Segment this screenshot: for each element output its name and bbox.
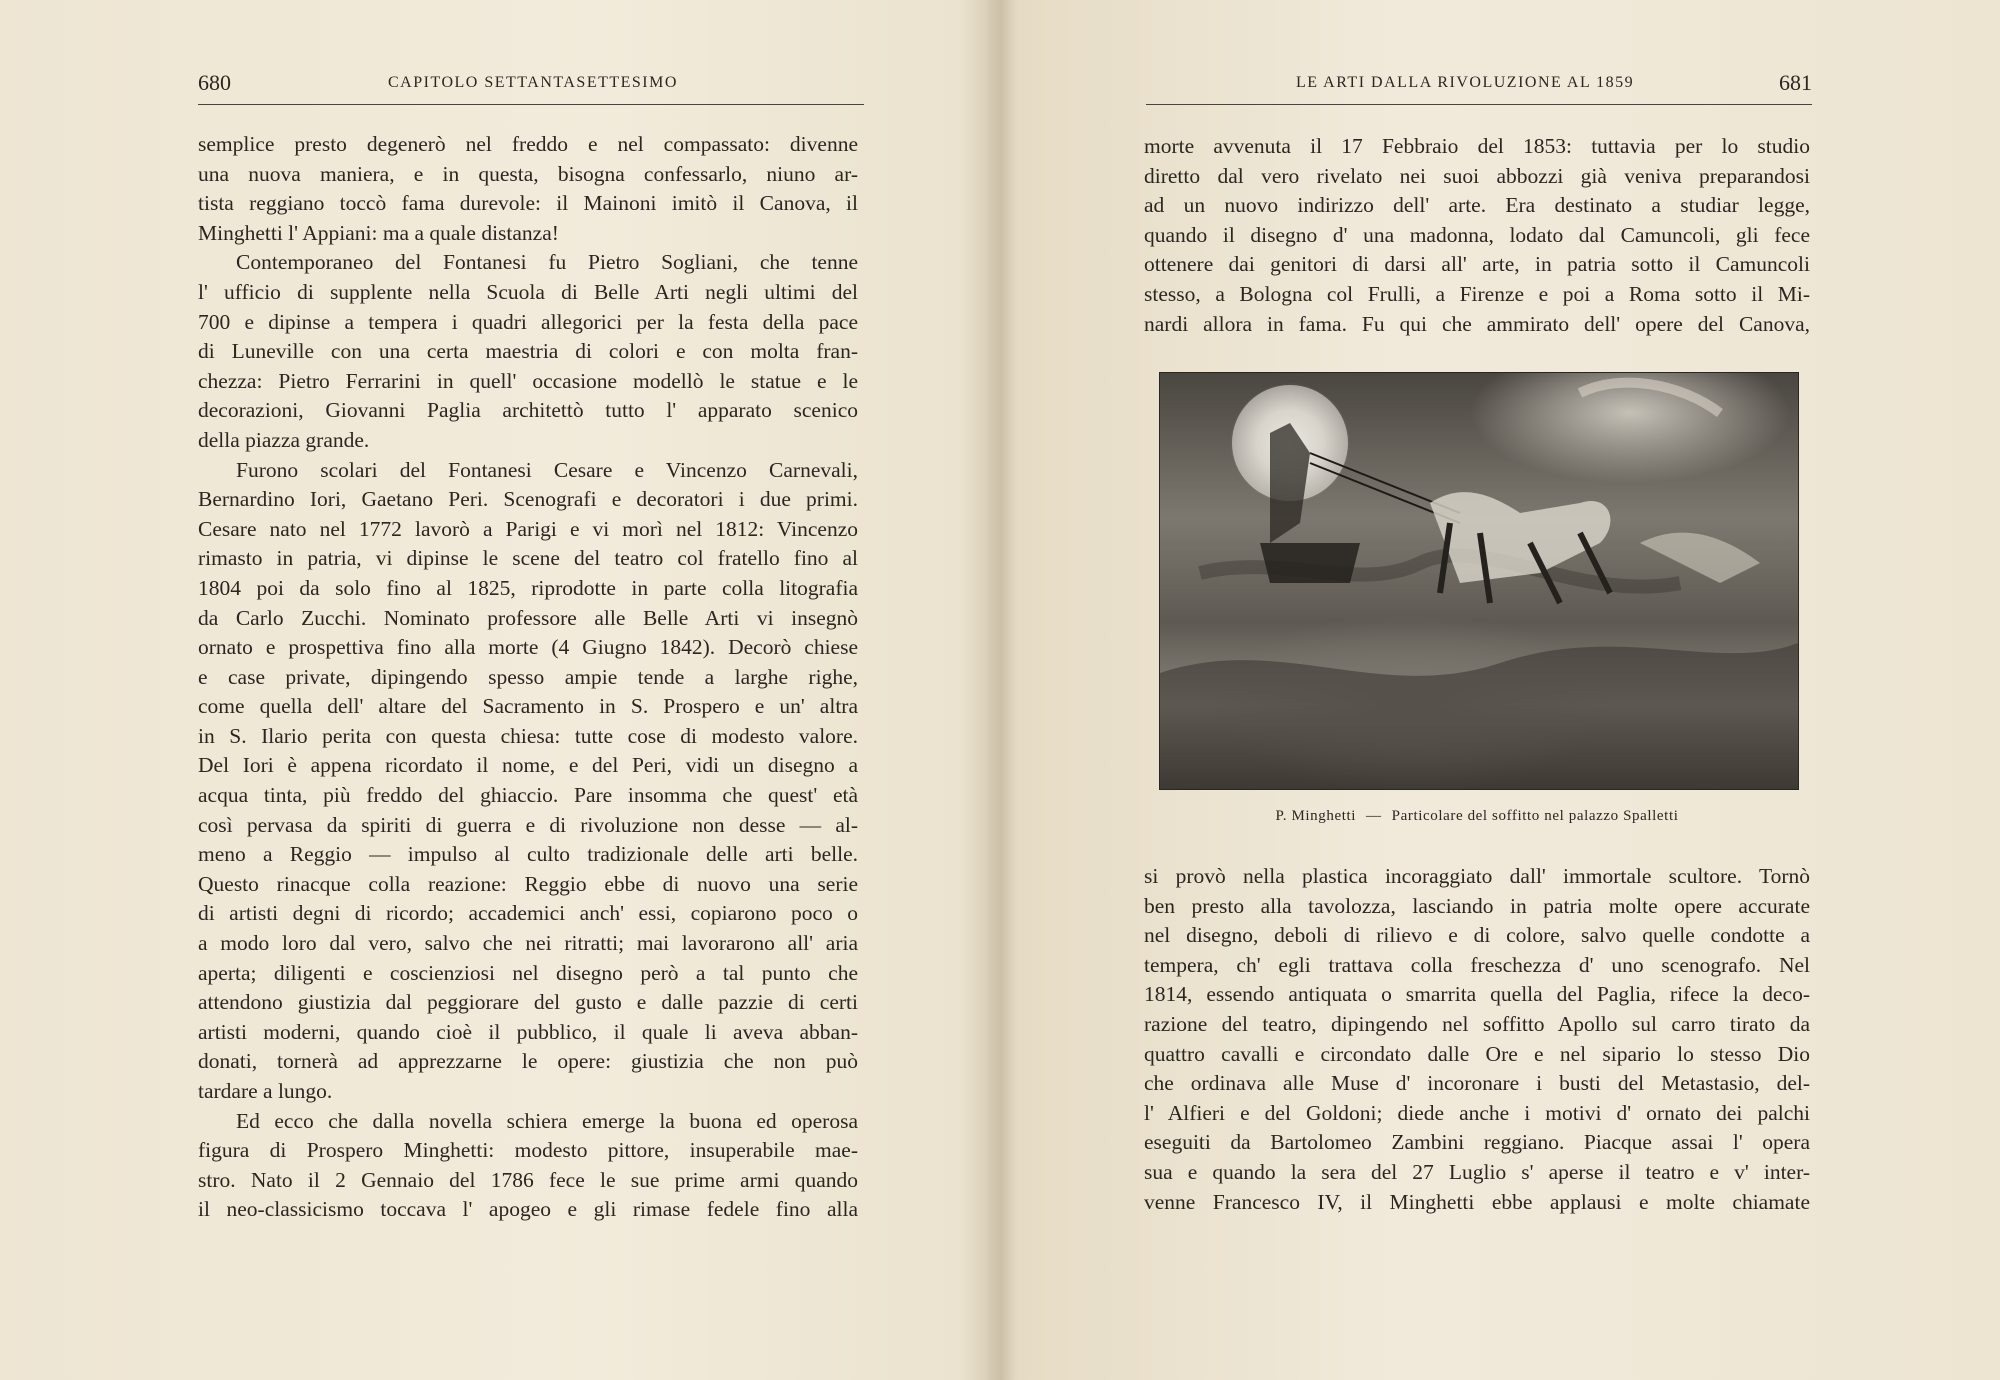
- text-line: diretto dal vero rivelato nei suoi abbozzi già veniva preparandosi: [1144, 163, 1810, 188]
- text-line: Cesare nato nel 1772 lavorò a Parigi e vi morì nel 1812: Vincenzo: [198, 516, 858, 541]
- text-line: nardi allora in fama. Fu qui che ammirato dell' opere del Canova,: [1144, 311, 1810, 336]
- page-number: 681: [1779, 70, 1812, 95]
- left-header: [198, 70, 864, 105]
- text-line: donati, tornerà ad apprezzarne le opere: giustizia che non può: [198, 1049, 858, 1074]
- text-line: Questo rinacque colla reazione: Reggio ebbe di nuovo una serie: [198, 871, 858, 896]
- right-body-text-bottom: [1144, 862, 1810, 1217]
- text-line: di artisti degni di ricordo; accademici anch' essi, copiarono poco o: [198, 901, 858, 926]
- text-line: 700 e dipinse a tempera i quadri allegorici per la festa della pace: [198, 309, 858, 334]
- text-line: a modo loro dal vero, salvo che nei ritratti; mai lavorarono all' aria: [198, 931, 858, 956]
- text-line: e case private, dipingendo spesso ampie tende a larghe righe,: [198, 664, 858, 689]
- figure-caption: [1144, 808, 1810, 825]
- text-line: della piazza grande.: [198, 427, 370, 452]
- right-page: [1000, 0, 2000, 1380]
- painting-illustration: [1159, 372, 1799, 790]
- text-line: attendono giustizia dal peggiorare del gusto e dalle pazzie di certi: [198, 990, 858, 1015]
- text-line: Bernardino Iori, Gaetano Peri. Scenografi e decoratori i due primi.: [198, 487, 858, 512]
- text-line: stro. Nato il 2 Gennaio del 1786 fece le sue prime armi quando: [198, 1167, 858, 1192]
- text-line: il neo-classicismo toccava l' apogeo e gli rimase fedele fino alla: [198, 1197, 858, 1222]
- text-line: stesso, a Bologna col Frulli, a Firenze e poi a Roma sotto il Mi-: [1144, 281, 1810, 306]
- text-line: rimasto in patria, vi dipinse le scene del teatro col fratello fino al: [198, 546, 858, 571]
- text-line: quando il disegno d' una madonna, lodato dal Camuncoli, gli fece: [1144, 222, 1810, 247]
- text-line: si provò nella plastica incoraggiato dall' immortale scultore. Tornò: [1144, 864, 1810, 888]
- text-line: di Luneville con una certa maestria di colori e con molta fran-: [198, 339, 858, 364]
- right-body-text-top: [1144, 132, 1810, 339]
- text-line: come quella dell' altare del Sacramento in S. Prospero e un' altra: [198, 694, 858, 719]
- painting-sketch: [1160, 373, 1798, 789]
- text-line: ad un nuovo indirizzo dell' arte. Era destinato a studiar legge,: [1144, 193, 1810, 218]
- text-line: una nuova maniera, e in questa, bisogna confessarlo, niuno ar-: [198, 161, 858, 186]
- text-line: Ed ecco che dalla novella schiera emerge la buona ed operosa: [236, 1108, 858, 1133]
- text-line: nel disegno, deboli di rilievo e di colore, salvo quelle condotte a: [1144, 923, 1810, 948]
- text-line: quattro cavalli e circondato dalle Ore e nel sipario lo stesso Dio: [1144, 1041, 1810, 1066]
- text-line: morte avvenuta il 17 Febbraio del 1853: tuttavia per lo studio: [1144, 134, 1810, 158]
- text-line: l' Alfieri e del Goldoni; diede anche i motivi d' ornato dei palchi: [1144, 1100, 1810, 1125]
- text-line: chezza: Pietro Ferrarini in quell' occasione modellò le statue e le: [198, 368, 858, 393]
- text-line: 1814, essendo antiquata o smarrita quella del Paglia, rifece la deco-: [1144, 982, 1810, 1007]
- text-line: eseguiti da Bartolomeo Zambini reggiano. Piacque assai l' opera: [1144, 1130, 1810, 1155]
- text-line: meno a Reggio — impulso al culto tradizionale delle arti belle.: [198, 842, 858, 867]
- caption-text: Particolare del soffitto nel palazzo Spalletti: [1391, 808, 1679, 824]
- text-line: aperta; diligenti e coscienziosi nel disegno però a tal punto che: [198, 960, 858, 985]
- text-line: venne Francesco IV, il Minghetti ebbe applausi e molte chiamate: [1144, 1189, 1810, 1214]
- text-line: ben presto alla tavolozza, lasciando in patria molte opere accurate: [1144, 893, 1810, 918]
- text-line: acqua tinta, più freddo del ghiaccio. Pare insomma che quest' età: [198, 783, 858, 808]
- running-head: CAPITOLO SETTANTASETTESIMO: [388, 74, 678, 91]
- text-line: artisti moderni, quando cioè il pubblico, il quale li aveva abban-: [198, 1019, 858, 1044]
- text-line: decorazioni, Giovanni Paglia architettò tutto l' apparato scenico: [198, 398, 858, 423]
- text-line: semplice presto degenerò nel freddo e nel compassato: divenne: [198, 132, 858, 156]
- caption-author: P. Minghetti: [1275, 808, 1357, 824]
- text-line: tardare a lungo.: [198, 1079, 333, 1103]
- text-line: ottenere dai genitori di darsi all' arte, in patria sotto il Camuncoli: [1144, 252, 1810, 277]
- left-body-text: [198, 130, 858, 1225]
- text-line: Furono scolari del Fontanesi Cesare e Vincenzo Carnevali,: [236, 457, 858, 482]
- text-line: Del Iori è appena ricordato il nome, e del Peri, vidi un disegno a: [198, 753, 858, 778]
- text-line: tempera, ch' egli trattava colla freschezza d' uno scenografo. Nel: [1144, 952, 1810, 977]
- text-line: tista reggiano toccò fama durevole: il Mainoni imitò il Canova, il: [198, 191, 858, 216]
- text-line: sua e quando la sera del 27 Luglio s' aperse il teatro e v' inter-: [1144, 1159, 1810, 1184]
- text-line: ornato e prospettiva fino alla morte (4 Giugno 1842). Decorò chiese: [198, 635, 858, 660]
- text-line: in S. Ilario perita con questa chiesa: tutte cose di modesto valore.: [198, 723, 858, 748]
- text-line: da Carlo Zucchi. Nominato professore alle Belle Arti vi insegnò: [198, 605, 858, 630]
- running-head: LE ARTI DALLA RIVOLUZIONE AL 1859: [1296, 74, 1635, 91]
- text-line: così pervasa da spiriti di guerra e di rivoluzione non desse — al-: [198, 812, 858, 837]
- text-line: Contemporaneo del Fontanesi fu Pietro Sogliani, che tenne: [236, 250, 858, 275]
- text-line: figura di Prospero Minghetti: modesto pittore, insuperabile mae-: [198, 1138, 858, 1163]
- text-line: l' ufficio di supplente nella Scuola di Belle Arti negli ultimi del: [198, 279, 858, 304]
- text-line: razione del teatro, dipingendo nel soffitto Apollo sul carro tirato da: [1144, 1011, 1810, 1036]
- page-number: 680: [198, 70, 231, 95]
- caption-dash: —: [1366, 808, 1382, 824]
- text-line: 1804 poi da solo fino al 1825, riprodotte in parte colla litografia: [198, 575, 858, 600]
- text-line: Minghetti l' Appiani: ma a quale distanza!: [198, 220, 559, 245]
- text-line: che ordinava alle Muse d' incoronare i busti del Metastasio, del-: [1144, 1071, 1810, 1096]
- right-header: [1146, 70, 1812, 105]
